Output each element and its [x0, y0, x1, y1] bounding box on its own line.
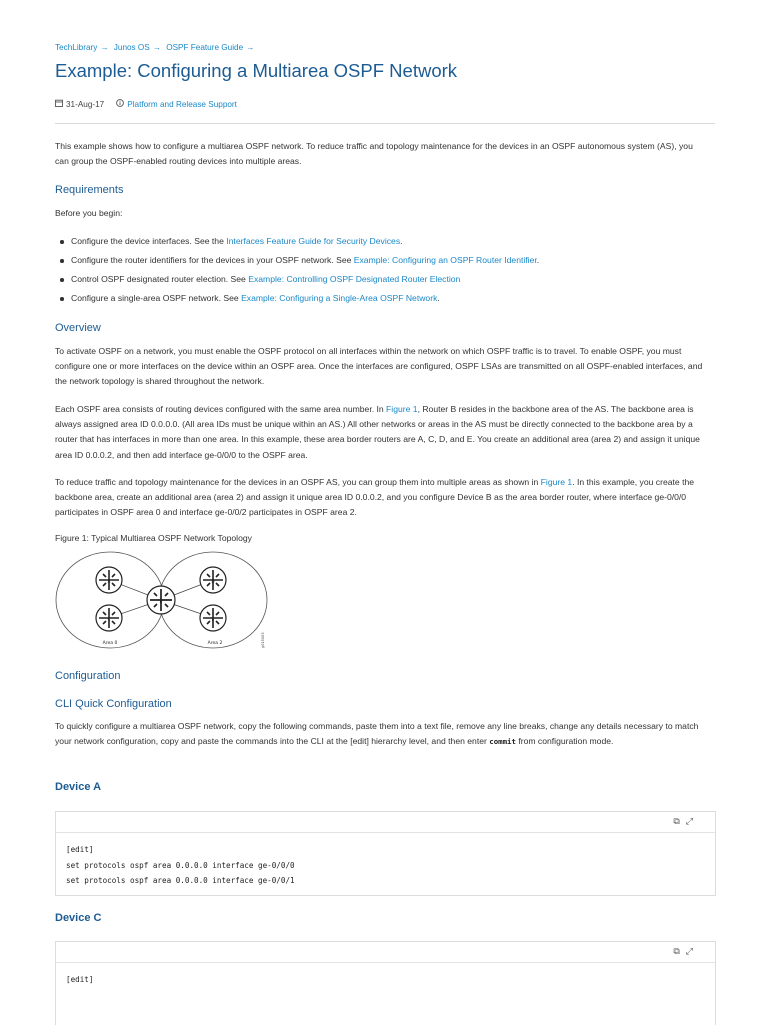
breadcrumb-separator: →: [152, 43, 161, 52]
breadcrumb-separator: →: [246, 43, 255, 52]
svg-text:A: A: [107, 579, 111, 584]
code-toolbar: [56, 812, 715, 833]
overview-paragraph-1: To activate OSPF on a network, you must enable the OSPF protocol on all interfaces within the network on which OSPF traffic is to travel. To enable OSPF, you must configure one or more interfaces on the device within an OSPF area. Once the interfaces are configured, OSPF LSAs are transmitted on all OSPF-enabled interfaces, and the network topology is shared throughout the network.: [55, 346, 703, 387]
overview-paragraph-2: Each OSPF area consists of routing devices configured with the same area number. In Figure 1, Router B resides in the backbone area of the AS. The backbone area is always assigned area ID 0.0.0.0. (All area IDs must be unique within an AS.) All other networks or areas in the AS must be directly connected to the backbone area by a router that has interfaces in more than one area. In this example, these area border routers are A, C, D, and E. You create an additional area (area 2) and assign it unique area ID 0.0.0.2, and then add interface ge-0/0/0 to the OSPF area.: [55, 404, 700, 460]
info-icon: [116, 99, 124, 109]
device-c-code[interactable]: [edit]: [66, 975, 94, 984]
list-item: Configure the router identifiers for the devices in your OSPF network. See Example: Configuring an OSPF Router Identifier.: [55, 251, 539, 270]
device-a-heading: Device A: [55, 781, 102, 793]
ospf-topology-diagram: [55, 550, 270, 650]
article-meta: [55, 99, 237, 109]
router-d-icon: [200, 567, 226, 593]
device-c-code-block: [55, 941, 716, 1025]
expand-icon[interactable]: ⤢: [685, 946, 699, 956]
area-0-label: Area 0: [102, 641, 118, 646]
list-item: Configure a single-area OSPF network. See Example: Configuring a Single-Area OSPF Network.: [55, 289, 539, 308]
code-toolbar: [56, 942, 715, 963]
calendar-icon: [55, 99, 63, 109]
router-b-icon: [147, 586, 175, 614]
svg-text:E: E: [211, 617, 215, 622]
cli-quick-config-paragraph: To quickly configure a multiarea OSPF network, copy the following commands, paste them into a text file, remove any line breaks, change any details necessary to match your network configuration, copy and paste the commands into the CLI at the [edit] hierarchy level, and then enter commit from configuration mode.: [55, 721, 699, 747]
copy-icon[interactable]: ⧉: [673, 946, 686, 956]
overview-heading: Overview: [55, 322, 101, 334]
designated-router-link[interactable]: Example: Controlling OSPF Designated Router Election: [248, 274, 461, 284]
device-a-code-block: [55, 811, 716, 896]
single-area-link[interactable]: Example: Configuring a Single-Area OSPF Network: [241, 293, 438, 303]
configuration-heading: Configuration: [55, 670, 121, 682]
cli-quick-config-heading: CLI Quick Configuration: [55, 698, 172, 710]
breadcrumb-ospf-feature-guide[interactable]: OSPF Feature Guide: [166, 43, 244, 52]
router-identifier-link[interactable]: Example: Configuring an OSPF Router Identifier: [353, 255, 537, 265]
breadcrumb-separator: →: [100, 43, 109, 52]
breadcrumb-junos-os[interactable]: Junos OS: [113, 43, 150, 52]
requirements-lead: Before you begin:: [55, 208, 123, 218]
figure-caption: Figure 1: Typical Multiarea OSPF Network Topology: [55, 533, 252, 543]
device-c-heading: Device C: [55, 912, 102, 924]
svg-text:D: D: [211, 579, 215, 584]
commit-code: commit: [489, 737, 516, 747]
overview-paragraph-3: To reduce traffic and topology maintenance for the devices in an OSPF AS, you can group them into multiple areas as shown in Figure 1. In this example, you create the backbone area, create an additional area (area 2) and assign it unique area ID 0.0.0.2, and you configure Device B as the area border router, where interface ge-0/0/0 participates in OSPF area 0 and interface ge-0/0/2 participates in OSPF area 2.: [55, 477, 695, 518]
platform-release-support-link[interactable]: Platform and Release Support: [127, 99, 237, 109]
device-a-code[interactable]: [edit] set protocols ospf area 0.0.0.0 interface ge-0/0/0 set protocols ospf area 0.0.0.0 interface ge-0/0/1: [66, 845, 295, 885]
page-title: Example: Configuring a Multiarea OSPF Network: [55, 60, 458, 81]
intro-paragraph: This example shows how to configure a multiarea OSPF network. To reduce traffic and topology maintenance for the devices in an OSPF autonomous system (AS), you can group the OSPF-enabled routing devices into multiple areas.: [55, 141, 693, 167]
breadcrumb: [55, 43, 257, 52]
router-a-icon: [96, 567, 122, 593]
router-e-icon: [200, 605, 226, 631]
svg-text:C: C: [107, 617, 111, 622]
figure-1-link[interactable]: Figure 1: [386, 404, 418, 414]
figure-id: g015003: [261, 632, 265, 648]
router-c-icon: [96, 605, 122, 631]
interfaces-guide-link[interactable]: Interfaces Feature Guide for Security Devices: [226, 236, 401, 246]
list-item: Control OSPF designated router election. See Example: Controlling OSPF Designated Router Election: [55, 270, 539, 289]
list-item: Configure the device interfaces. See the Interfaces Feature Guide for Security Devices.: [55, 232, 539, 251]
breadcrumb-techlibrary[interactable]: TechLibrary: [55, 43, 98, 52]
divider: [55, 123, 715, 124]
copy-icon[interactable]: ⧉: [673, 816, 686, 826]
requirements-heading: Requirements: [55, 184, 124, 196]
area-2-label: Area 2: [207, 641, 223, 646]
expand-icon[interactable]: ⤢: [685, 816, 699, 826]
figure-1-link[interactable]: Figure 1: [540, 477, 573, 487]
publish-date: 31-Aug-17: [66, 99, 105, 109]
svg-text:B: B: [159, 599, 163, 604]
requirements-list: [55, 232, 539, 308]
